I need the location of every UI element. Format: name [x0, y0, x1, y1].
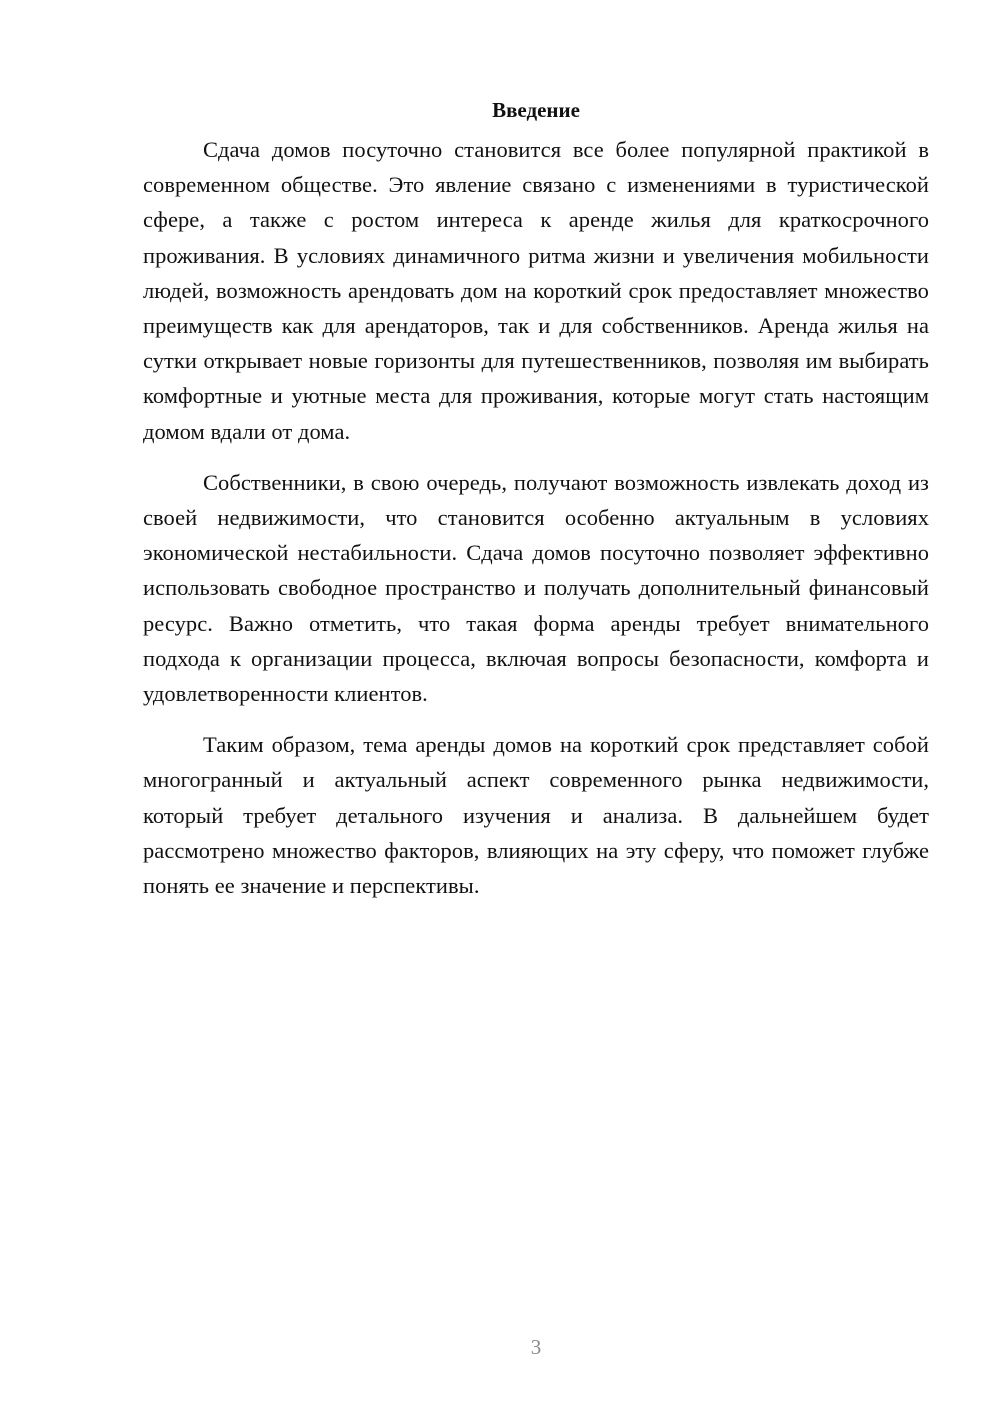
paragraph-2: Собственники, в свою очередь, получают возможность извлекать доход из своей недвижимости, что становится особенно актуальным в условиях экономической нестабильности. Сдача домов посуточно позволяет эффективно использовать свободное пространство и получать дополнительный финансовый ресурс. Важно отметить, что такая форма аренды требует внимательного подхода к организации процесса, включая вопросы безопасности, комфорта и удовлетворенности клиентов. — [143, 469, 929, 707]
paragraph-3: Таким образом, тема аренды домов на короткий срок представляет собой многогранный и актуальный аспект современного рынка недвижимости, который требует детального изучения и анализа. В дальнейшем будет рассмотрено множество факторов, влияющих на эту сферу, что поможет глубже понять ее значение и перспективы. — [143, 732, 929, 899]
page-number: 3 — [530, 1335, 542, 1359]
page-content — [143, 92, 929, 903]
paragraph-1: Сдача домов посуточно становится все более популярной практикой в современном обществе. Это явление связано с изменениями в туристической сфере, а также с ростом интереса к аренде жилья для краткосрочного проживания. В условиях динамичного ритма жизни и увеличения мобильности людей, возможность арендовать дом на короткий срок предоставляет множество преимуществ как для арендаторов, так и для собственников. Аренда жилья на сутки открывает новые горизонты для путешественников, позволяя им выбирать комфортные и уютные места для проживания, которые могут стать настоящим домом вдали от дома. — [143, 137, 929, 444]
section-title: Введение — [492, 98, 580, 122]
